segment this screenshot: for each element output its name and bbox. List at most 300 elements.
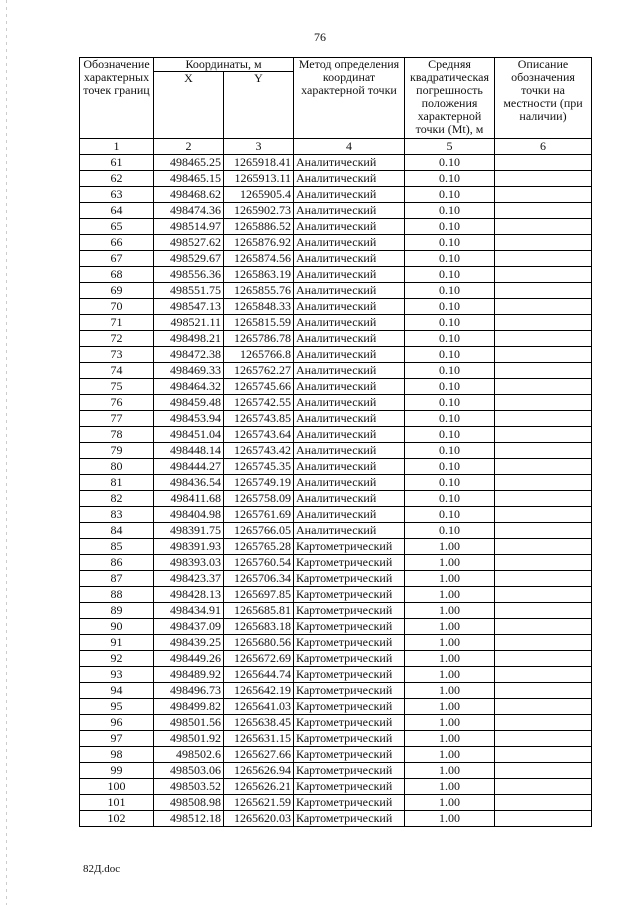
method-cell: Картометрический [294, 715, 405, 731]
method-cell: Картометрический [294, 651, 405, 667]
description-cell [495, 795, 592, 811]
column-number: 3 [224, 139, 294, 155]
x-coordinate-cell: 498469.33 [154, 363, 224, 379]
column-number: 4 [294, 139, 405, 155]
table-row [80, 395, 592, 411]
x-coordinate-cell: 498556.36 [154, 267, 224, 283]
description-cell [495, 571, 592, 587]
method-cell: Аналитический [294, 491, 405, 507]
x-coordinate-cell: 498391.93 [154, 539, 224, 555]
accuracy-cell: 0.10 [405, 299, 495, 315]
accuracy-cell: 0.10 [405, 315, 495, 331]
description-cell [495, 763, 592, 779]
table-row [80, 155, 592, 171]
method-cell: Аналитический [294, 523, 405, 539]
y-coordinate-cell: 1265621.59 [224, 795, 294, 811]
y-coordinate-cell: 1265766.8 [224, 347, 294, 363]
table-row [80, 555, 592, 571]
y-coordinate-cell: 1265683.18 [224, 619, 294, 635]
table-row [80, 443, 592, 459]
x-coordinate-cell: 498393.03 [154, 555, 224, 571]
point-number-cell: 83 [80, 507, 154, 523]
method-cell: Картометрический [294, 635, 405, 651]
description-cell [495, 347, 592, 363]
point-number-cell: 68 [80, 267, 154, 283]
point-number-cell: 88 [80, 587, 154, 603]
x-coordinate-cell: 498437.09 [154, 619, 224, 635]
accuracy-cell: 0.10 [405, 235, 495, 251]
description-cell [495, 395, 592, 411]
y-coordinate-cell: 1265627.66 [224, 747, 294, 763]
x-coordinate-cell: 498501.56 [154, 715, 224, 731]
accuracy-cell: 1.00 [405, 731, 495, 747]
description-cell [495, 235, 592, 251]
point-number-cell: 90 [80, 619, 154, 635]
table-row [80, 651, 592, 667]
x-coordinate-cell: 498512.18 [154, 811, 224, 827]
y-coordinate-cell: 1265742.55 [224, 395, 294, 411]
description-cell [495, 411, 592, 427]
file-name-footer: 82Д.doc [83, 863, 121, 875]
point-number-cell: 61 [80, 155, 154, 171]
y-coordinate-cell: 1265913.11 [224, 171, 294, 187]
x-coordinate-cell: 498551.75 [154, 283, 224, 299]
x-coordinate-cell: 498428.13 [154, 587, 224, 603]
point-number-cell: 77 [80, 411, 154, 427]
method-cell: Картометрический [294, 539, 405, 555]
accuracy-cell: 0.10 [405, 379, 495, 395]
table-row [80, 491, 592, 507]
y-coordinate-cell: 1265905.4 [224, 187, 294, 203]
method-cell: Аналитический [294, 251, 405, 267]
accuracy-cell: 0.10 [405, 283, 495, 299]
table-row [80, 363, 592, 379]
coordinates-table [79, 57, 592, 827]
accuracy-cell: 1.00 [405, 619, 495, 635]
table-row [80, 811, 592, 827]
x-coordinate-cell: 498434.91 [154, 603, 224, 619]
scan-margin-line [6, 0, 7, 905]
point-number-cell: 62 [80, 171, 154, 187]
y-coordinate-cell: 1265876.92 [224, 235, 294, 251]
description-cell [495, 491, 592, 507]
x-coordinate-cell: 498474.36 [154, 203, 224, 219]
y-coordinate-cell: 1265626.94 [224, 763, 294, 779]
accuracy-cell: 0.10 [405, 155, 495, 171]
table-row [80, 283, 592, 299]
x-coordinate-cell: 498459.48 [154, 395, 224, 411]
x-coordinate-cell: 498468.62 [154, 187, 224, 203]
accuracy-cell: 0.10 [405, 251, 495, 267]
method-cell: Картометрический [294, 619, 405, 635]
method-cell: Аналитический [294, 155, 405, 171]
description-cell [495, 283, 592, 299]
y-coordinate-cell: 1265886.52 [224, 219, 294, 235]
x-coordinate-cell: 498499.82 [154, 699, 224, 715]
point-number-cell: 64 [80, 203, 154, 219]
accuracy-cell: 1.00 [405, 587, 495, 603]
x-coordinate-cell: 498503.52 [154, 779, 224, 795]
y-coordinate-cell: 1265815.59 [224, 315, 294, 331]
method-cell: Аналитический [294, 443, 405, 459]
description-cell [495, 219, 592, 235]
table-row [80, 251, 592, 267]
x-coordinate-cell: 498404.98 [154, 507, 224, 523]
method-cell: Аналитический [294, 283, 405, 299]
accuracy-cell: 0.10 [405, 523, 495, 539]
y-coordinate-cell: 1265743.64 [224, 427, 294, 443]
accuracy-cell: 0.10 [405, 411, 495, 427]
x-coordinate-cell: 498464.32 [154, 379, 224, 395]
table-row [80, 203, 592, 219]
description-cell [495, 443, 592, 459]
description-cell [495, 363, 592, 379]
table-row [80, 539, 592, 555]
accuracy-cell: 1.00 [405, 667, 495, 683]
accuracy-cell: 0.10 [405, 427, 495, 443]
table-row [80, 219, 592, 235]
column-number: 2 [154, 139, 224, 155]
x-coordinate-cell: 498498.21 [154, 331, 224, 347]
header-coordinates: Координаты, м [154, 58, 294, 72]
accuracy-cell: 1.00 [405, 699, 495, 715]
accuracy-cell: 0.10 [405, 395, 495, 411]
accuracy-cell: 1.00 [405, 747, 495, 763]
point-number-cell: 101 [80, 795, 154, 811]
method-cell: Картометрический [294, 571, 405, 587]
point-number-cell: 72 [80, 331, 154, 347]
column-number: 6 [495, 139, 592, 155]
method-cell: Аналитический [294, 219, 405, 235]
x-coordinate-cell: 498391.75 [154, 523, 224, 539]
description-cell [495, 699, 592, 715]
y-coordinate-cell: 1265743.42 [224, 443, 294, 459]
description-cell [495, 475, 592, 491]
y-coordinate-cell: 1265626.21 [224, 779, 294, 795]
y-coordinate-cell: 1265848.33 [224, 299, 294, 315]
x-coordinate-cell: 498514.97 [154, 219, 224, 235]
x-coordinate-cell: 498503.06 [154, 763, 224, 779]
description-cell [495, 459, 592, 475]
point-number-cell: 81 [80, 475, 154, 491]
description-cell [495, 187, 592, 203]
x-coordinate-cell: 498502.6 [154, 747, 224, 763]
table-row [80, 763, 592, 779]
column-number: 1 [80, 139, 154, 155]
y-coordinate-cell: 1265638.45 [224, 715, 294, 731]
point-number-cell: 89 [80, 603, 154, 619]
description-cell [495, 731, 592, 747]
description-cell [495, 315, 592, 331]
table-row [80, 459, 592, 475]
accuracy-cell: 1.00 [405, 715, 495, 731]
description-cell [495, 667, 592, 683]
table-row [80, 635, 592, 651]
y-coordinate-cell: 1265766.05 [224, 523, 294, 539]
description-cell [495, 587, 592, 603]
table-row [80, 619, 592, 635]
point-number-cell: 86 [80, 555, 154, 571]
x-coordinate-cell: 498529.67 [154, 251, 224, 267]
accuracy-cell: 1.00 [405, 571, 495, 587]
point-number-cell: 63 [80, 187, 154, 203]
y-coordinate-cell: 1265631.15 [224, 731, 294, 747]
point-number-cell: 92 [80, 651, 154, 667]
description-cell [495, 203, 592, 219]
table-row [80, 731, 592, 747]
y-coordinate-cell: 1265765.28 [224, 539, 294, 555]
accuracy-cell: 1.00 [405, 811, 495, 827]
x-coordinate-cell: 498472.38 [154, 347, 224, 363]
table-row [80, 523, 592, 539]
y-coordinate-cell: 1265642.19 [224, 683, 294, 699]
description-cell [495, 427, 592, 443]
accuracy-cell: 1.00 [405, 651, 495, 667]
x-coordinate-cell: 498453.94 [154, 411, 224, 427]
table-row [80, 267, 592, 283]
method-cell: Картометрический [294, 779, 405, 795]
method-cell: Картометрический [294, 731, 405, 747]
point-number-cell: 87 [80, 571, 154, 587]
accuracy-cell: 0.10 [405, 203, 495, 219]
x-coordinate-cell: 498423.37 [154, 571, 224, 587]
point-number-cell: 85 [80, 539, 154, 555]
method-cell: Аналитический [294, 475, 405, 491]
method-cell: Аналитический [294, 427, 405, 443]
description-cell [495, 747, 592, 763]
y-coordinate-cell: 1265745.66 [224, 379, 294, 395]
y-coordinate-cell: 1265760.54 [224, 555, 294, 571]
accuracy-cell: 0.10 [405, 363, 495, 379]
method-cell: Аналитический [294, 459, 405, 475]
y-coordinate-cell: 1265685.81 [224, 603, 294, 619]
y-coordinate-cell: 1265762.27 [224, 363, 294, 379]
table-row [80, 795, 592, 811]
y-coordinate-cell: 1265620.03 [224, 811, 294, 827]
table-row [80, 379, 592, 395]
method-cell: Аналитический [294, 363, 405, 379]
method-cell: Аналитический [294, 203, 405, 219]
x-coordinate-cell: 498436.54 [154, 475, 224, 491]
method-cell: Аналитический [294, 507, 405, 523]
x-coordinate-cell: 498439.25 [154, 635, 224, 651]
table-row [80, 779, 592, 795]
x-coordinate-cell: 498527.62 [154, 235, 224, 251]
point-number-cell: 98 [80, 747, 154, 763]
header-accuracy: Средняя квадратическая погрешность положения характерной точки (Mt), м [405, 58, 495, 139]
point-number-cell: 97 [80, 731, 154, 747]
accuracy-cell: 1.00 [405, 539, 495, 555]
description-cell [495, 331, 592, 347]
accuracy-cell: 0.10 [405, 459, 495, 475]
description-cell [495, 523, 592, 539]
accuracy-cell: 0.10 [405, 347, 495, 363]
column-number-row [80, 139, 592, 155]
method-cell: Картометрический [294, 683, 405, 699]
accuracy-cell: 0.10 [405, 331, 495, 347]
accuracy-cell: 0.10 [405, 491, 495, 507]
table-row [80, 235, 592, 251]
accuracy-cell: 1.00 [405, 683, 495, 699]
table-row [80, 667, 592, 683]
point-number-cell: 70 [80, 299, 154, 315]
table-row [80, 507, 592, 523]
point-number-cell: 82 [80, 491, 154, 507]
point-number-cell: 96 [80, 715, 154, 731]
table-row [80, 715, 592, 731]
y-coordinate-cell: 1265761.69 [224, 507, 294, 523]
accuracy-cell: 1.00 [405, 603, 495, 619]
method-cell: Аналитический [294, 347, 405, 363]
y-coordinate-cell: 1265680.56 [224, 635, 294, 651]
header-method: Метод определения координат характерной точки [294, 58, 405, 139]
point-number-cell: 99 [80, 763, 154, 779]
page-number: 76 [314, 30, 326, 44]
table-row [80, 683, 592, 699]
method-cell: Аналитический [294, 267, 405, 283]
table-row [80, 747, 592, 763]
description-cell [495, 715, 592, 731]
method-cell: Картометрический [294, 667, 405, 683]
table-row [80, 299, 592, 315]
table-row [80, 587, 592, 603]
table-body [80, 155, 592, 827]
point-number-cell: 73 [80, 347, 154, 363]
description-cell [495, 171, 592, 187]
y-coordinate-cell: 1265697.85 [224, 587, 294, 603]
method-cell: Аналитический [294, 331, 405, 347]
x-coordinate-cell: 498521.11 [154, 315, 224, 331]
header-x: X [154, 72, 224, 139]
point-number-cell: 100 [80, 779, 154, 795]
table-row [80, 187, 592, 203]
point-number-cell: 93 [80, 667, 154, 683]
y-coordinate-cell: 1265644.74 [224, 667, 294, 683]
point-number-cell: 102 [80, 811, 154, 827]
method-cell: Картометрический [294, 555, 405, 571]
description-cell [495, 683, 592, 699]
method-cell: Аналитический [294, 379, 405, 395]
table-row [80, 603, 592, 619]
y-coordinate-cell: 1265641.03 [224, 699, 294, 715]
description-cell [495, 811, 592, 827]
description-cell [495, 267, 592, 283]
method-cell: Аналитический [294, 395, 405, 411]
point-number-cell: 94 [80, 683, 154, 699]
point-number-cell: 75 [80, 379, 154, 395]
description-cell [495, 155, 592, 171]
y-coordinate-cell: 1265863.19 [224, 267, 294, 283]
x-coordinate-cell: 498496.73 [154, 683, 224, 699]
y-coordinate-cell: 1265786.78 [224, 331, 294, 347]
x-coordinate-cell: 498451.04 [154, 427, 224, 443]
x-coordinate-cell: 498508.98 [154, 795, 224, 811]
method-cell: Картометрический [294, 587, 405, 603]
description-cell [495, 539, 592, 555]
x-coordinate-cell: 498465.25 [154, 155, 224, 171]
table-row [80, 571, 592, 587]
description-cell [495, 251, 592, 267]
accuracy-cell: 0.10 [405, 187, 495, 203]
y-coordinate-cell: 1265672.69 [224, 651, 294, 667]
x-coordinate-cell: 498448.14 [154, 443, 224, 459]
y-coordinate-cell: 1265745.35 [224, 459, 294, 475]
header-point-designation: Обозначение характерных точек границ [80, 58, 154, 139]
method-cell: Аналитический [294, 315, 405, 331]
y-coordinate-cell: 1265918.41 [224, 155, 294, 171]
accuracy-cell: 0.10 [405, 507, 495, 523]
y-coordinate-cell: 1265749.19 [224, 475, 294, 491]
y-coordinate-cell: 1265706.34 [224, 571, 294, 587]
method-cell: Картометрический [294, 811, 405, 827]
method-cell: Картометрический [294, 795, 405, 811]
description-cell [495, 299, 592, 315]
header-y: Y [224, 72, 294, 139]
description-cell [495, 507, 592, 523]
x-coordinate-cell: 498547.13 [154, 299, 224, 315]
point-number-cell: 78 [80, 427, 154, 443]
y-coordinate-cell: 1265902.73 [224, 203, 294, 219]
method-cell: Аналитический [294, 411, 405, 427]
table-row [80, 331, 592, 347]
accuracy-cell: 1.00 [405, 635, 495, 651]
x-coordinate-cell: 498501.92 [154, 731, 224, 747]
accuracy-cell: 0.10 [405, 267, 495, 283]
x-coordinate-cell: 498411.68 [154, 491, 224, 507]
description-cell [495, 651, 592, 667]
y-coordinate-cell: 1265758.09 [224, 491, 294, 507]
description-cell [495, 603, 592, 619]
x-coordinate-cell: 498465.15 [154, 171, 224, 187]
point-number-cell: 76 [80, 395, 154, 411]
column-number: 5 [405, 139, 495, 155]
accuracy-cell: 0.10 [405, 475, 495, 491]
point-number-cell: 74 [80, 363, 154, 379]
point-number-cell: 95 [80, 699, 154, 715]
method-cell: Картометрический [294, 699, 405, 715]
method-cell: Картометрический [294, 603, 405, 619]
description-cell [495, 555, 592, 571]
table-row [80, 347, 592, 363]
accuracy-cell: 0.10 [405, 443, 495, 459]
method-cell: Аналитический [294, 171, 405, 187]
method-cell: Аналитический [294, 299, 405, 315]
accuracy-cell: 1.00 [405, 779, 495, 795]
point-number-cell: 91 [80, 635, 154, 651]
point-number-cell: 66 [80, 235, 154, 251]
x-coordinate-cell: 498444.27 [154, 459, 224, 475]
header-description: Описание обозначения точки на местности (при наличии) [495, 58, 592, 139]
method-cell: Картометрический [294, 747, 405, 763]
y-coordinate-cell: 1265855.76 [224, 283, 294, 299]
table-row [80, 171, 592, 187]
y-coordinate-cell: 1265874.56 [224, 251, 294, 267]
table-row [80, 427, 592, 443]
point-number-cell: 69 [80, 283, 154, 299]
point-number-cell: 79 [80, 443, 154, 459]
description-cell [495, 779, 592, 795]
point-number-cell: 80 [80, 459, 154, 475]
point-number-cell: 65 [80, 219, 154, 235]
description-cell [495, 635, 592, 651]
description-cell [495, 379, 592, 395]
x-coordinate-cell: 498489.92 [154, 667, 224, 683]
table-row [80, 315, 592, 331]
method-cell: Картометрический [294, 763, 405, 779]
table-row [80, 411, 592, 427]
x-coordinate-cell: 498449.26 [154, 651, 224, 667]
method-cell: Аналитический [294, 235, 405, 251]
